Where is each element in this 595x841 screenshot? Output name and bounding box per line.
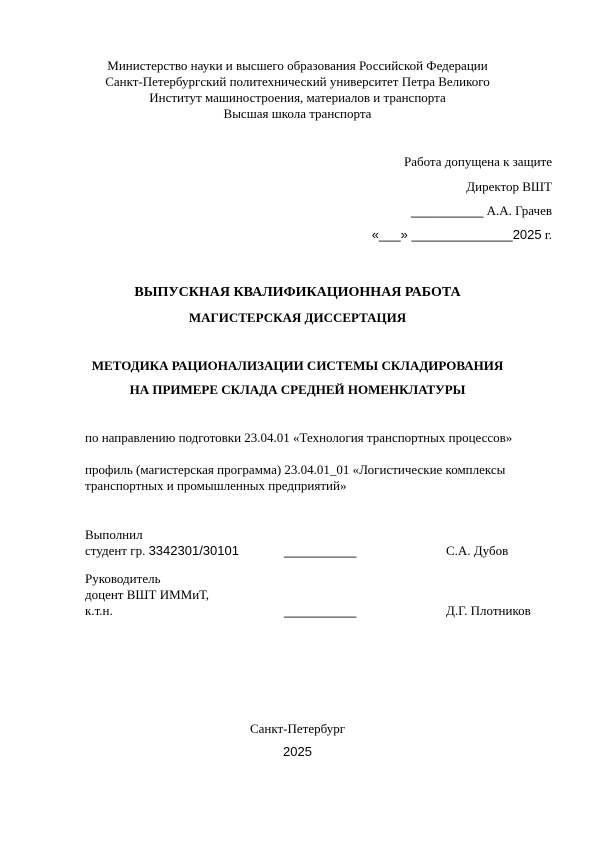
ministry-line: Министерство науки и высшего образования Российской Федерации bbox=[107, 58, 488, 73]
student-prefix: студент гр. bbox=[85, 543, 149, 558]
date-close-quote: » bbox=[400, 227, 412, 242]
profile-line2: транспортных и промышленных предприятий» bbox=[85, 478, 347, 493]
topic-line2: НА ПРИМЕРЕ СКЛАДА СРЕДНЕЙ НОМЕНКЛАТУРЫ bbox=[129, 382, 466, 397]
approval-admitted: Работа допущена к защите bbox=[403, 154, 552, 169]
day-blank: ___ bbox=[378, 227, 401, 242]
footer-year: 2025 bbox=[283, 744, 312, 759]
university-line: Санкт-Петербургский политехнический университет Петра Великого bbox=[105, 74, 490, 89]
school-line: Высшая школа транспорта bbox=[223, 106, 372, 121]
approval-director: Директор ВШТ bbox=[466, 179, 552, 194]
student-group: 3342301/30101 bbox=[148, 543, 239, 558]
student-name: С.А. Дубов bbox=[446, 543, 509, 558]
student-label: Выполнил bbox=[85, 527, 143, 542]
signature-blank: __________ bbox=[411, 203, 484, 218]
supervisor-signature-blank: __________ bbox=[284, 603, 357, 618]
approval-year: 2025 bbox=[512, 227, 542, 242]
supervisor-position: доцент ВШТ ИММиТ, bbox=[85, 587, 210, 602]
work-subkind: МАГИСТЕРСКАЯ ДИССЕРТАЦИЯ bbox=[188, 310, 407, 325]
student-signature-blank: __________ bbox=[284, 543, 357, 558]
supervisor-degree: к.т.н. bbox=[85, 603, 113, 618]
student-group-line bbox=[85, 543, 239, 559]
date-open-quote: « bbox=[371, 227, 379, 242]
year-suffix: г. bbox=[541, 227, 552, 242]
month-blank: ______________ bbox=[411, 227, 513, 242]
footer-city: Санкт-Петербург bbox=[249, 721, 346, 736]
institute-line: Институт машиностроения, материалов и транспорта bbox=[149, 90, 446, 105]
topic-line1: МЕТОДИКА РАЦИОНАЛИЗАЦИИ СИСТЕМЫ СКЛАДИРОВАНИЯ bbox=[91, 358, 504, 373]
supervisor-name: Д.Г. Плотников bbox=[446, 603, 531, 618]
direction-line: по направлению подготовки 23.04.01 «Технология транспортных процессов» bbox=[85, 430, 513, 445]
approval-signature bbox=[411, 203, 552, 219]
supervisor-label: Руководитель bbox=[85, 571, 161, 586]
director-name: А.А. Грачев bbox=[483, 203, 552, 218]
profile-line1: профиль (магистерская программа) 23.04.01_01 «Логистические комплексы bbox=[85, 462, 506, 477]
work-kind: ВЫПУСКНАЯ КВАЛИФИКАЦИОННАЯ РАБОТА bbox=[134, 285, 461, 300]
approval-date bbox=[372, 227, 552, 243]
